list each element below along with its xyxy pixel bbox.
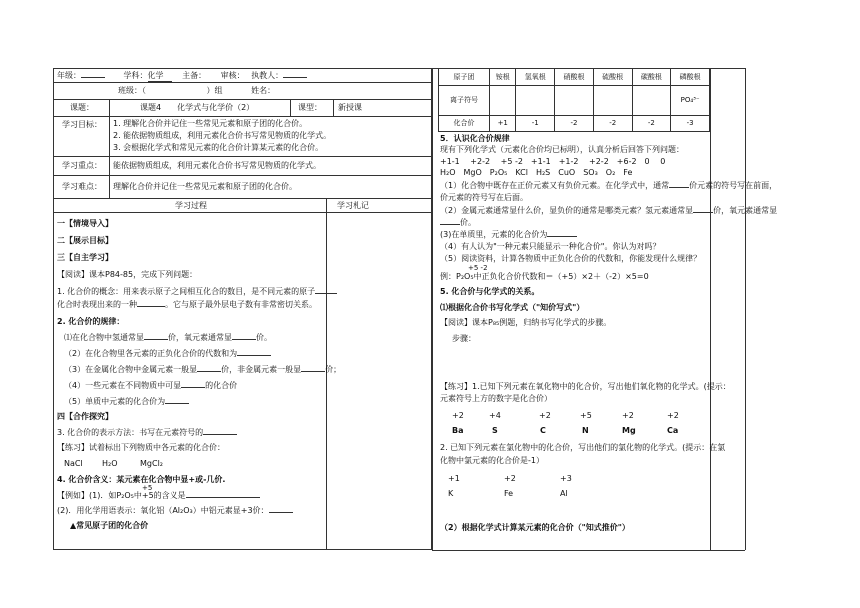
ion-cell [632,86,671,116]
key-point-text: 能依据物质组成，利用元素化合价书写常见物质的化学式。 [113,161,321,170]
ion-header: 碳酸根 [632,69,671,86]
type-label: 课型： [298,103,322,112]
ion-cell [555,86,594,116]
formula-row: H₂O MgO P₂O₅ KCl H₂S CuO SO₃ O₂ Fe [440,168,633,177]
method-2-title: （2）根据化学式计算某元素的化合价（"知式推价"） [440,523,630,532]
topic-value: 课题4 化学式与化学价（2） [140,103,255,112]
rule-5: （5）单质中元素的化合价为 [64,397,189,407]
rule-p1-cont: 价元素的符号写在后面。 [440,193,528,202]
section-relation: 5. 化合价与化学式的关系。 [440,287,540,296]
teacher-label: 执教人： [251,71,284,80]
ion-cell: +1 [490,116,516,132]
ion-cell: -2 [555,116,594,132]
section-intro: 一【情境导入】 [57,219,113,228]
ex1-element: N [582,426,589,435]
rule-p2-cont: 价。 [440,218,476,228]
ion-header: 原子团 [439,69,490,86]
p5-superscript: +5 -2 [468,264,488,272]
read-instruction: 【阅读】课本P84-85，完成下列问题： [57,270,198,279]
ex2-element: K [448,489,454,498]
ion-header: 硫酸根 [593,69,632,86]
example-2: (2)．用化学用语表示：氧化铝（Al₂O₃）中铝元素显+3价： [57,506,293,516]
ion-table [438,68,710,132]
section-rules: 5．认识化合价规律 [440,134,510,143]
ex1-valence: +2 [667,411,679,420]
q4-title: 4. 化合价含义：某元素在化合物中显+或-几价. [57,475,226,484]
exercise-1: 【练习】1.已知下列元素在氧化物中的化合价，写出他们氧化物的化学式。(提示： [440,382,731,391]
section-goals: 二【展示目标】 [57,236,113,245]
q2-title: 2. 化合价的规律： [57,317,125,326]
review-label: 审核： [220,71,241,80]
ion-cell: -2 [593,116,632,132]
q1-line2: 化合时表现出来的一种 。它与原子最外层电子数有非常密切关系。 [57,300,317,309]
rule-p3: (3)在单质里，元素的化合价为 [440,230,577,240]
ex1-valence: +2 [539,411,551,420]
common-groups-title: ▲常见原子团的化合价 [70,521,149,530]
ion-cell [593,86,632,116]
exercise-1-hint: 元素符号上方的数字是化合价） [440,394,552,403]
ex1-valence: +4 [489,411,501,420]
process-header: 学习过程 [175,201,207,210]
example-1: 【例如】(1)．如P₂O₅中+5的含义是 [57,491,260,501]
ion-header: 硝酸根 [555,69,594,86]
read-instruction-2: 【阅读】课本P₈₅例题，归纳书写化学式的步骤。 [440,318,612,327]
ex1-element: Ca [667,426,679,435]
rule-2: （2）在化合物里各元素的正负化合价的代数和为 [64,349,271,359]
valence-row: +1-1 +2-2 +5 -2 +1-1 +1-2 +2-2 +6-2 0 0 [440,157,666,166]
teacher-blank[interactable] [283,77,307,78]
difficulty-label: 学习难点： [62,182,102,191]
goals-label: 学习目标： [62,120,102,129]
ex1-element: C [540,426,546,435]
grade-blank[interactable] [81,77,105,78]
rule-4: （4）一些元素在不同物质中可显 的化合价 [64,381,238,390]
rule-3: （3）在金属化合物中金属元素一般显 价，非金属元素一般显 价； [64,365,342,374]
type-value: 新授课 [338,103,362,112]
ion-cell [516,86,555,116]
class-label: 班级：（ [118,86,146,95]
ion-cell [490,86,516,116]
goal-item: 2. 能依据物质组成，利用元素化合价书写常见物质的化学式。 [113,131,332,140]
difficulty-text: 理解化合价并记住一些常见元素和原子团的化合价。 [113,182,297,191]
rule-p5-example: 例：P₂O₅中正负化合价代数和＝（+5）×2＋（-2）×5=0 [440,272,649,281]
q3-line: 3. 化合价的表示方法：书写在元素符号的 [57,428,237,438]
rule-p4: （4）有人认为"一种元素只能显示一种化合价"。你认为对吗？ [440,242,661,251]
eg-superscript: +5 [142,484,153,492]
ex1-valence: +2 [622,411,634,420]
rule-1: ⑴在化合物中氢通常显 价，氧元素通常显 价。 [64,333,272,342]
method-1-title: ⑴根据化合价书写化学式（"知价写式"） [440,303,585,312]
ex1-element: Mg [622,426,636,435]
practice-1: 【练习】试着标出下列物质中各元素的化合价： [57,443,225,452]
rules-intro: 现有下列化学式（元素化合价均已标明），认真分析后回答下列问题： [440,145,684,154]
subject-label: 学科： [123,71,148,80]
section-self-study: 三【自主学习】 [57,253,113,262]
formula-nacl: NaCl [64,459,83,468]
ex2-valence: +1 [448,474,460,483]
ion-row-label: 化合价 [439,116,490,132]
rule-p1: （1）化合物中既存在正价元素又有负价元素。在化学式中，通常 价元素的符号写在前面， [440,181,778,190]
ion-cell: -2 [632,116,671,132]
ex1-element: S [492,426,498,435]
topic-label: 课题： [70,103,94,112]
rule-p2: （2）金属元素通常显什么价，显负价的通常是哪类元素？氢元素通常显 价，氧元素通常显 [440,206,778,215]
ion-cell: PO₄³⁻ [671,86,710,116]
ex2-element: Fe [504,489,514,498]
ex2-valence: +2 [504,474,516,483]
steps-label: 步骤： [452,334,476,343]
header-row-1 [57,71,307,82]
formula-mgcl2: MgCl₂ [140,459,163,468]
ion-cell: -3 [671,116,710,132]
goal-item: 1. 理解化合价并记住一些常见元素和原子团的化合价。 [113,119,308,128]
exercise-2: 2. 已知下列元素在氯化物中的化合价，写出他们的氯化物的化学式。(提示：在氯 [440,443,726,452]
ex1-element: Ba [452,426,464,435]
key-point-label: 学习重点： [62,161,102,170]
ion-cell: -1 [516,116,555,132]
formula-h2o: H₂O [102,459,118,468]
header-row-2 [118,86,275,96]
ex1-valence: +2 [452,411,464,420]
ion-row-label: 离子符号 [439,86,490,116]
grade-label: 年级： [57,71,81,80]
exercise-2-hint: 化物中氯元素的化合价是-1） [440,456,544,465]
rule-p5: （5）阅读资料，计算各物质中正负化合价的代数和，你能发现什么规律？ [440,254,702,263]
ex2-element: Al [560,489,568,498]
ion-header: 氢氧根 [516,69,555,86]
group-label: ）组 [206,86,223,95]
ion-header: 磷酸根 [671,69,710,86]
lead-label: 主备： [182,71,203,80]
subject-value: 化学 [148,71,172,82]
notes-header: 学习札记 [337,201,369,210]
goal-item: 3. 会根据化学式和常见元素的化合价计算某元素的化合价。 [113,143,324,152]
name-label: 姓名： [251,86,276,95]
ex1-valence: +5 [580,411,592,420]
ex2-valence: +3 [560,474,572,483]
q1-line: 1. 化合价的概念：用来表示原子之间相互化合的数目，是不同元素的原子 [57,287,337,297]
section-explore: 四【合作探究】 [57,412,113,421]
ion-header: 铵根 [490,69,516,86]
